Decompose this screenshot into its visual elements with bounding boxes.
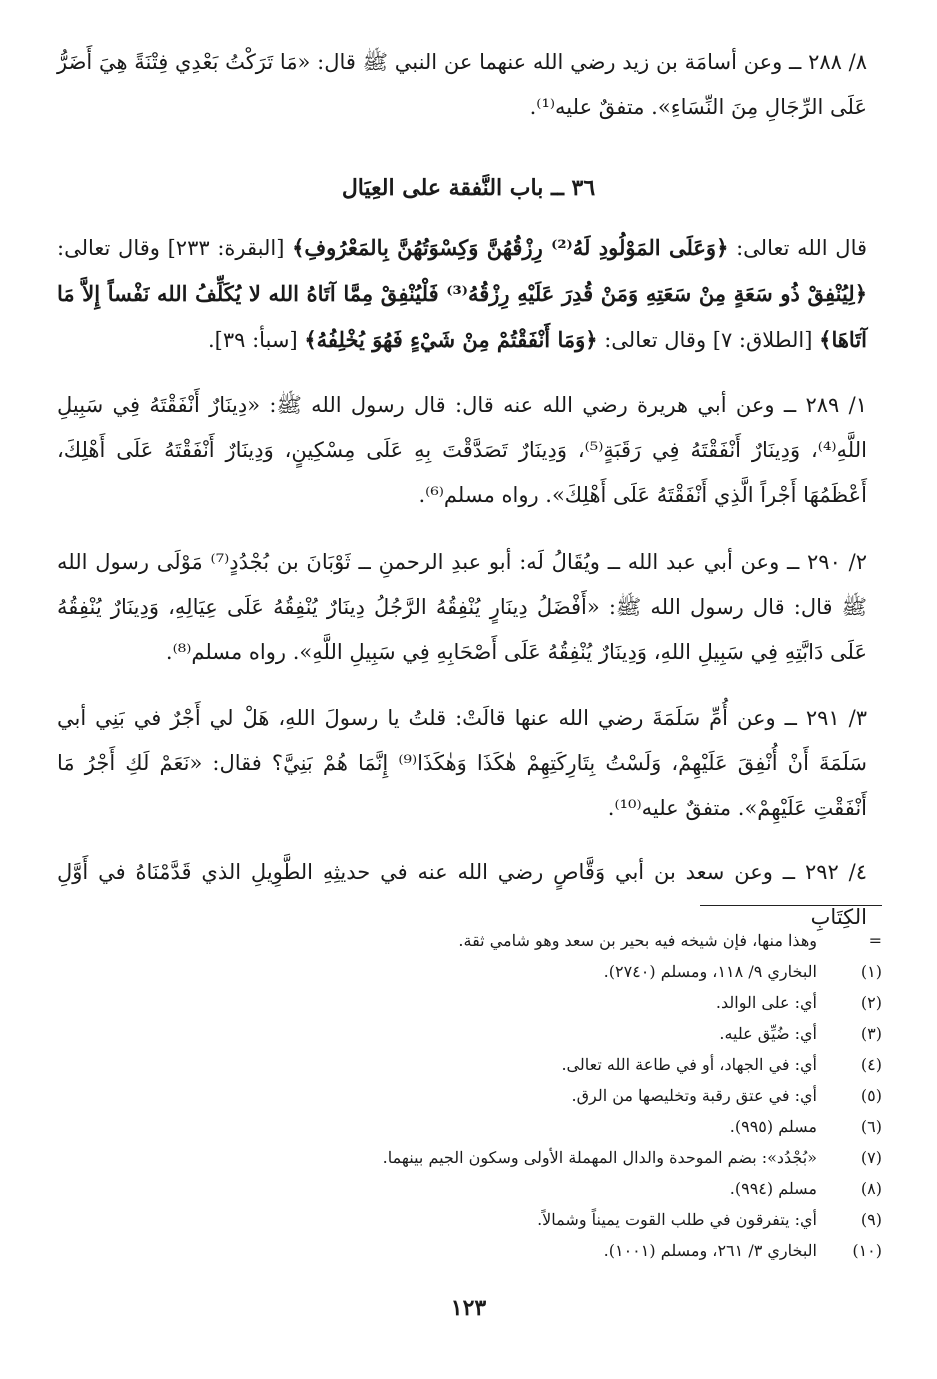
footnote-mark: (١٠)	[852, 1241, 882, 1260]
footnote-mark: (٢)	[860, 993, 882, 1012]
footnote-text: أي: على الوالد.	[715, 993, 817, 1012]
footnote-text: البخاري ٩/ ١١٨، ومسلم (٢٧٤٠).	[603, 962, 817, 981]
footnote-mark: (٦)	[860, 1117, 882, 1136]
hadith-290: ٢/ ٢٩٠ ــ وعن أبي عبد الله ــ ويُقَالُ لَه: أبو عبدِ الرحمنِ ــ ثَوْبَانَ بن بُجْدُدٍ⁽⁷⁾ مَوْلَى رسول الله ﷺ قال: قال رسول الله ﷺ: «أَفْضَلُ دِينَارٍ يُنْفِقُهُ الرَّجُلُ دِينَارٌ يُنْفِقُهُ عَلَى عِيَالِهِ، وَدِينَارٌ يُنْفِقُهُ عَلَى دَابَّتِهِ فِي سَبِيلِ اللهِ، وَدِينَارٌ يُنْفِقُهُ عَلَى أَصْحَابِهِ فِي سَبِيلِ اللَّهِ». رواه مسلم⁽⁸⁾.	[57, 550, 867, 664]
footnote-1	[57, 956, 882, 987]
footnote-8	[57, 1173, 882, 1204]
footnote-text: مسلم (٩٩٤).	[729, 1179, 817, 1198]
footnote-mark: (٤)	[860, 1055, 882, 1074]
chapter-title: ٣٦ ــ باب النَّفقة على العِيَال	[341, 175, 596, 201]
quran-verse-2: ﴿لِيُنْفِقْ ذُو سَعَةٍ مِنْ سَعَتِهِ وَمَنْ قُدِرَ عَلَيْهِ رِزْقُهُ⁽³⁾ فَلْيُنْفِقْ مِمَّا آتَاهُ الله لا يُكَلِّفُ الله نَفْساً إِلاَّ مَا آتَاهَا﴾	[57, 281, 868, 352]
intro-text-1: قال الله تعالى:	[728, 236, 867, 260]
footnote-4	[57, 1049, 882, 1080]
footnote-6	[57, 1111, 882, 1142]
footnote-text: وهذا منها، فإن شيخه فيه بحير بن سعد وهو شامي ثقة.	[458, 931, 817, 950]
footnote-10	[57, 1235, 882, 1266]
footnote-text: أي: في عتق رقبة وتخليصها من الرق.	[571, 1086, 817, 1105]
intro-text-4: [سبأ: ٣٩].	[207, 328, 305, 352]
intro-text-2: [البقرة: ٢٣٣] وقال تعالى:	[57, 236, 293, 260]
hadith-292: ٤/ ٢٩٢ ــ وعن سعد بن أبي وَقَّاصٍ رضي الله عنه في حديثِهِ الطَّوِيلِ الذي قَدَّمْنَاهُ في أَوَّلِ الكِتَابِ	[57, 860, 867, 929]
hadith-289: ١/ ٢٨٩ ــ وعن أبي هريرة رضي الله عنه قال: قال رسول الله ﷺ: «دِينَارٌ أَنْفَقْتَهُ فِي سَبِيلِ اللَّهِ⁽⁴⁾، وَدِينَارٌ أَنْفَقْتَهُ فِي رَقَبَةٍ⁽⁵⁾، وَدِينَارٌ تَصَدَّقْتَ بِهِ عَلَى مِسْكِينٍ، وَدِينَارٌ أَنْفَقْتَهُ عَلَى أَهْلِكَ، أَعْظَمُهَا أَجْراً الَّذِي أَنْفَقْتَهُ عَلَى أَهْلِكَ». رواه مسلم⁽⁶⁾.	[57, 393, 867, 507]
page-number: ١٢٣	[450, 1295, 487, 1321]
footnote-divider	[700, 905, 882, 906]
footnote-mark: (١)	[860, 962, 882, 981]
footnote-mark: (٥)	[860, 1086, 882, 1105]
footnote-mark: (٧)	[860, 1148, 882, 1167]
quran-verse-3: ﴿وَمَا أَنْفَقْتُمْ مِنْ شَيْءٍ فَهُوَ يُخْلِفُهُ﴾	[304, 327, 598, 352]
footnote-5	[57, 1080, 882, 1111]
footnote-3	[57, 1018, 882, 1049]
footnote-mark: (٩)	[860, 1210, 882, 1229]
footnote-mark: (٨)	[860, 1179, 882, 1198]
footnote-text: أي: يتفرقون في طلب القوت يميناً وشمالاً.	[537, 1210, 817, 1229]
footnote-text: مسلم (٩٩٥).	[729, 1117, 817, 1136]
footnote-7	[57, 1142, 882, 1173]
footnote-text: أي: في الجهاد، أو في طاعة الله تعالى.	[561, 1055, 817, 1074]
intro-text-3: [الطلاق: ٧] وقال تعالى:	[597, 328, 820, 352]
footnote-text: «بُجْدُد»: بضم الموحدة والدال المهملة الأولى وسكون الجيم بينهما.	[382, 1148, 817, 1167]
chapter-intro	[57, 225, 867, 363]
footnote-mark: (٣)	[860, 1024, 882, 1043]
quran-verse-1: ﴿وَعَلَى المَوْلُودِ لَهُ⁽²⁾ رِزْقُهُنَّ وَكِسْوَتُهُنَّ بِالمَعْرُوفِ﴾	[292, 235, 729, 260]
hadith-288: ٨/ ٢٨٨ ــ وعن أسامَة بن زيد رضي الله عنهما عن النبي ﷺ قال: «مَا تَرَكْتُ بَعْدِي فِتْنَةً هِيَ أَضَرُّ عَلَى الرِّجَالِ مِنَ النِّسَاءِ». متفقٌ عليه⁽¹⁾.	[57, 50, 867, 119]
footnote-2	[57, 987, 882, 1018]
footnote-mark: =	[868, 931, 882, 950]
footnote-text: أي: ضُيِّق عليه.	[719, 1024, 817, 1043]
footnote-text: البخاري ٣/ ٢٦١، ومسلم (١٠٠١).	[603, 1241, 817, 1260]
footnote-9	[57, 1204, 882, 1235]
footnotes-list	[57, 925, 882, 1266]
hadith-291: ٣/ ٢٩١ ــ وعن أُمِّ سَلَمَةَ رضي الله عنها قالَتْ: قلتُ يا رسولَ اللهِ، هَلْ لي أَجْرٌ في بَنِي أبي سَلَمَةَ أَنْ أُنْفِقَ عَلَيْهِمْ، وَلَسْتُ بِتَارِكَتِهِمْ هٰكَذَا وَهٰكَذَا⁽⁹⁾ إِنَّمَا هُمْ بَنِيَّ؟ فقال: «نَعَمْ لَكِ أَجْرُ مَا أَنْفَقْتِ عَلَيْهِمْ». متفقٌ عليه⁽¹⁰⁾.	[57, 706, 867, 820]
footnote-continued	[57, 925, 882, 956]
